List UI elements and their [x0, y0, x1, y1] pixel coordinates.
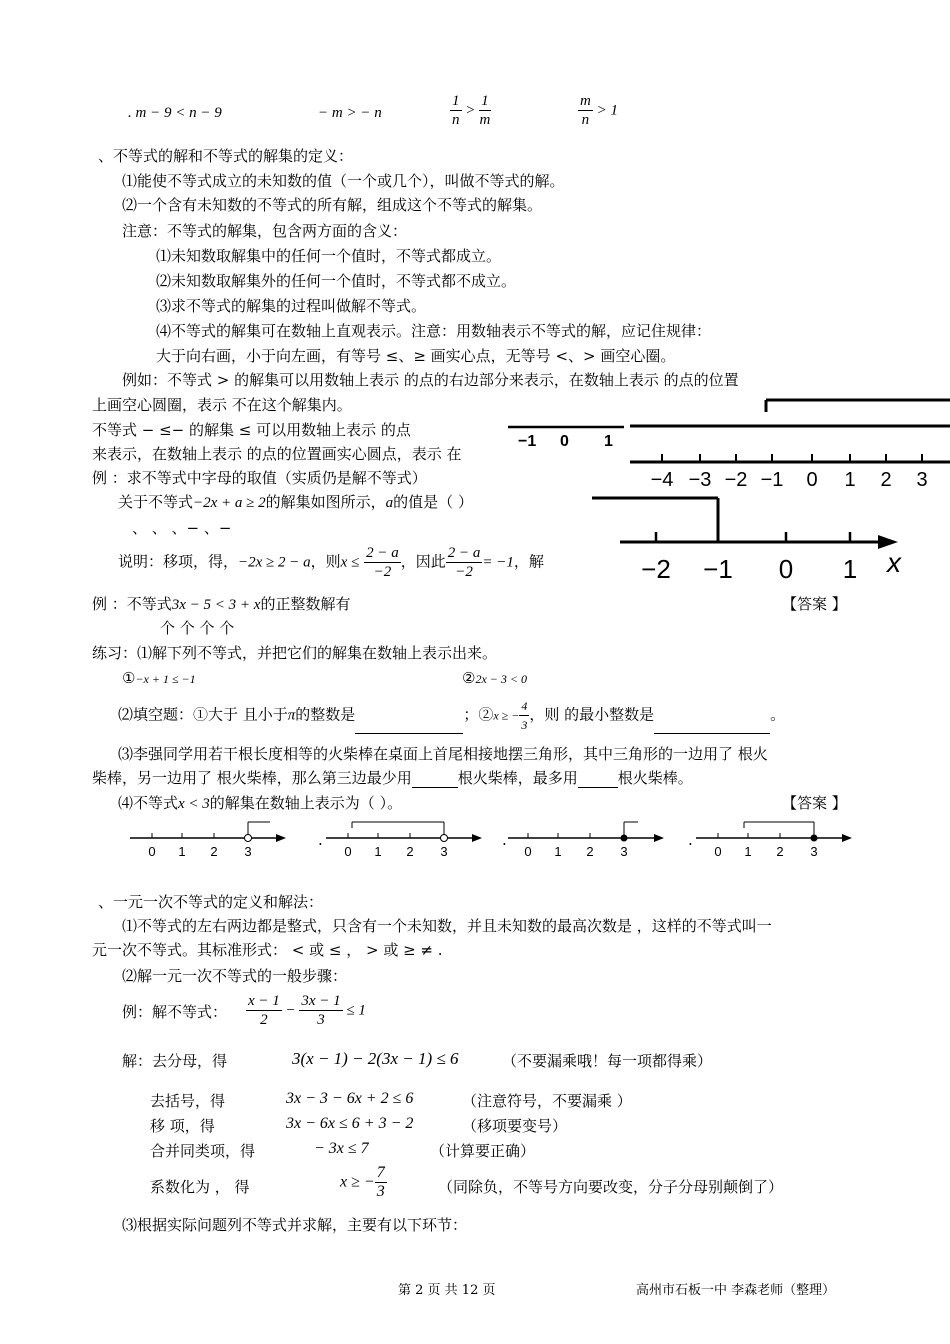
- step-3-math: 3x − 6x ≤ 6 + 3 − 2: [286, 1115, 414, 1132]
- example-2a: 不等式 − ≤− 的解集 ≤ 可以用数轴上表示 的点: [92, 421, 411, 439]
- axis-label: 0: [778, 554, 794, 584]
- answer-label-2: 【答案 】: [782, 794, 847, 812]
- numberline-medium: [592, 494, 950, 586]
- step-4-math: − 3x ≤ 7: [314, 1140, 369, 1157]
- example-heading: 例：解不等式：: [122, 1003, 228, 1021]
- match-blank-1[interactable]: [412, 771, 458, 788]
- def-p1: ⑴能使不等式成立的未知数的值（一个或几个），叫做不等式的解。: [122, 172, 565, 190]
- step-1-math: 3(x − 1) − 2(3x − 1) ≤ 6: [292, 1049, 459, 1068]
- numberline-option-c: [508, 816, 668, 862]
- option-dot-c: .: [502, 831, 507, 849]
- q4: ⑷不等式x < 3的解集在数轴上表示为（ ）。: [118, 794, 403, 812]
- axis-label: 1: [178, 844, 186, 859]
- example-4: 例 ：不等式3x − 5 < 3 + x的正整数解有: [92, 595, 351, 613]
- option-d: $\frac{m}{n}$ > 1: [580, 93, 618, 128]
- step-5-math: x ≥ − $\frac{7}{3}$: [340, 1164, 385, 1200]
- example-3-question: 关于不等式−2x + a ≥ 2的解集如图所示，a的值是（ ）: [118, 493, 473, 511]
- axis-label: 2: [406, 844, 414, 859]
- step-2-math: 3x − 3 − 6x + 2 ≤ 6: [286, 1090, 414, 1107]
- axis-label: −1: [703, 554, 733, 584]
- example-3-heading: 例 ：求不等式中字母的取值（实质仍是解不等式）: [92, 469, 427, 487]
- def-2: ⑵解一元一次不等式的一般步骤：: [122, 967, 348, 985]
- def-1a: ⑴不等式的左右两边都是整式，只含有一个未知数，并且未知数的最高次数是 ，这样的不等式叫一: [122, 917, 772, 935]
- note-heading: 注意：不等式的解集，包含两方面的含义：: [122, 222, 408, 240]
- match-b: 柴棒，另一边用了 根火柴棒，那么第三边最少用 根火柴棒，最多用 根火柴棒。: [92, 769, 693, 787]
- match-a: ⑶李强同学用若干根长度相等的火柴棒在桌面上首尾相接地摆三角形，其中三角形的一边用了 根火: [118, 745, 768, 763]
- fill-blank-2[interactable]: [654, 717, 770, 734]
- note-3: ⑶求不等式的解集的过程叫做解不等式。: [156, 297, 427, 315]
- option-c: $\frac{1}{n}$ > $\frac{1}{m}$: [452, 93, 491, 128]
- example-2b: 来表示，在数轴上表示 的点的位置画实心圆点，表示 在: [92, 445, 462, 463]
- step-5-note: （同除负，不等号方向要改变，分子分母别颠倒了）: [438, 1178, 784, 1196]
- axis-label: 0: [524, 844, 532, 859]
- option-b: − m > − n: [318, 105, 382, 121]
- example-inequality: $\frac{x - 1}{2}$ − $\frac{3x - 1}{3}$ ≤ 1: [248, 993, 366, 1028]
- axis-label: 3: [440, 844, 448, 859]
- step-4-label: 合并同类项，得: [150, 1142, 256, 1160]
- section2-title: 、不等式的解和不等式的解集的定义：: [98, 147, 354, 165]
- page-number: 第 2 页 共 12 页: [398, 1283, 496, 1298]
- axis-label: 0: [806, 469, 818, 491]
- axis-label: −2: [641, 554, 671, 584]
- axis-label: 2: [880, 469, 892, 491]
- axis-label: 2: [210, 844, 218, 859]
- axis-label: −2: [724, 469, 748, 491]
- practice-q2: ②2x − 3 < 0: [462, 669, 527, 687]
- numberline-option-d: [696, 816, 856, 862]
- axis-label: −4: [650, 469, 674, 491]
- axis-label: 3: [620, 844, 628, 859]
- example-1b: 上画空心圆圈，表示 不在这个解集内。: [92, 396, 352, 414]
- step-1-note: （不要漏乘哦！每一项都得乘）: [502, 1052, 713, 1070]
- axis-label: 0: [344, 844, 352, 859]
- section3-title: 、一元一次不等式的定义和解法：: [98, 893, 324, 911]
- note-1: ⑴未知数取解集中的任何一个值时，不等式都成立。: [156, 247, 502, 265]
- axis-label: 2: [776, 844, 784, 859]
- axis-label: −1: [518, 433, 537, 450]
- numberline-large: [630, 390, 950, 494]
- axis-label: 1: [374, 844, 382, 859]
- axis-label: 1: [842, 554, 858, 584]
- def-p2: ⑵一个含有未知数的不等式的所有解，组成这个不等式的解集。: [122, 196, 543, 214]
- axis-label: 0: [714, 844, 722, 859]
- axis-label: 1: [554, 844, 562, 859]
- axis-variable: x: [887, 547, 901, 578]
- fill-blank-1[interactable]: [355, 717, 463, 734]
- axis-label: 1: [604, 433, 613, 450]
- numberline-small-top: [506, 420, 626, 466]
- note-2: ⑵未知数取解集外的任何一个值时，不等式都不成立。: [156, 272, 517, 290]
- step-2-label: 去括号，得: [150, 1092, 226, 1110]
- axis-label: 1: [844, 469, 856, 491]
- explanation: 说明：移项，得，−2x ≥ 2 − a，则x ≤ $\frac{2 - a}{-2}$ ，因此 $\frac{2 - a}{-2}$ = −1，解: [118, 545, 544, 580]
- option-dot-b: .: [318, 831, 323, 849]
- step-5-label: 系数化为 ， 得: [150, 1178, 250, 1196]
- option-a: . m − 9 < n − 9: [128, 105, 222, 121]
- step-3-label: 移 项，得: [150, 1117, 215, 1135]
- footer-author: 高州市石板一中 李森老师（整理）: [636, 1283, 836, 1298]
- axis-label: −1: [760, 469, 784, 491]
- answer-label-1: 【答案 】: [782, 595, 847, 613]
- practice-q1: ①−x + 1 ≤ −1: [122, 669, 196, 687]
- example-4-options: 个 个 个 个: [160, 619, 235, 637]
- fill-in: ⑵填空题：①大于 且小于π的整数是 ；②x ≥ − $\frac{4}{3}$ ，则 的最小整数是 。: [118, 699, 786, 732]
- step-2-note: （注意符号，不要漏乘 ）: [462, 1092, 632, 1110]
- example-3-options: 、 、 、− 、−: [132, 519, 232, 537]
- axis-label: 0: [148, 844, 156, 859]
- def-3: ⑶根据实际问题列不等式并求解，主要有以下环节：: [122, 1216, 468, 1234]
- axis-label: 0: [560, 433, 569, 450]
- match-blank-2[interactable]: [578, 771, 618, 788]
- axis-label: 3: [916, 469, 928, 491]
- axis-label: 3: [244, 844, 252, 859]
- note-4: ⑷不等式的解集可在数轴上直观表示。注意：用数轴表示不等式的解，应记住规律：: [156, 322, 712, 340]
- option-dot-d: .: [688, 831, 693, 849]
- rule-text: 大于向右画，小于向左画，有等号 ≤、≥ 画实心点，无等号 <、> 画空心圈。: [156, 347, 676, 365]
- numberline-option-a: [130, 816, 290, 862]
- example-1a: 例如：不等式 > 的解集可以用数轴上表示 的点的右边部分来表示，在数轴上表示 的点的位置: [122, 371, 739, 389]
- axis-label: 3: [810, 844, 818, 859]
- practice-heading: 练习：⑴解下列不等式，并把它们的解集在数轴上表示出来。: [92, 644, 498, 662]
- axis-label: −3: [688, 469, 712, 491]
- step-1-label: 解：去分母，得: [122, 1052, 228, 1070]
- step-4-note: （计算要正确）: [430, 1142, 536, 1160]
- step-3-note: （移项要变号）: [462, 1117, 568, 1135]
- def-1b: 元一次不等式。其标准形式： < 或 ≤ ， > 或 ≥ ≠ .: [92, 941, 443, 959]
- axis-label: 2: [586, 844, 594, 859]
- numberline-option-b: [326, 816, 486, 862]
- axis-label: 1: [744, 844, 752, 859]
